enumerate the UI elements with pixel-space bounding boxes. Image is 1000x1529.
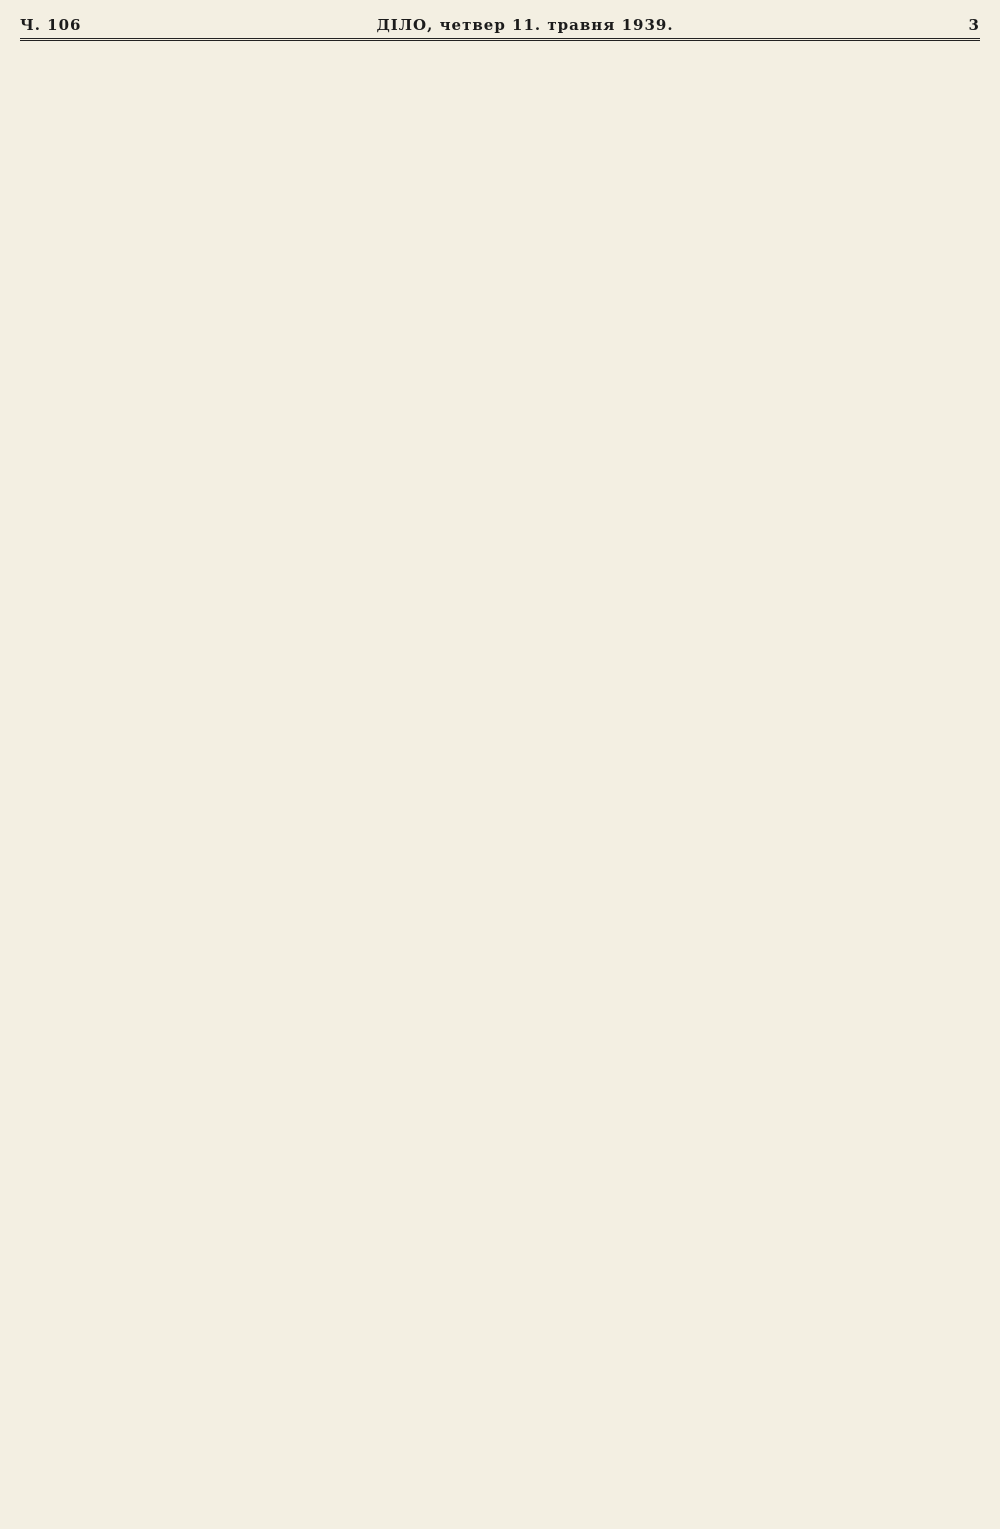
issue-number: Ч. 106 xyxy=(20,16,82,34)
page-number: 3 xyxy=(968,16,980,34)
masthead xyxy=(20,12,980,41)
paper-date: ДІЛО, четвер 11. травня 1939. xyxy=(376,16,674,34)
